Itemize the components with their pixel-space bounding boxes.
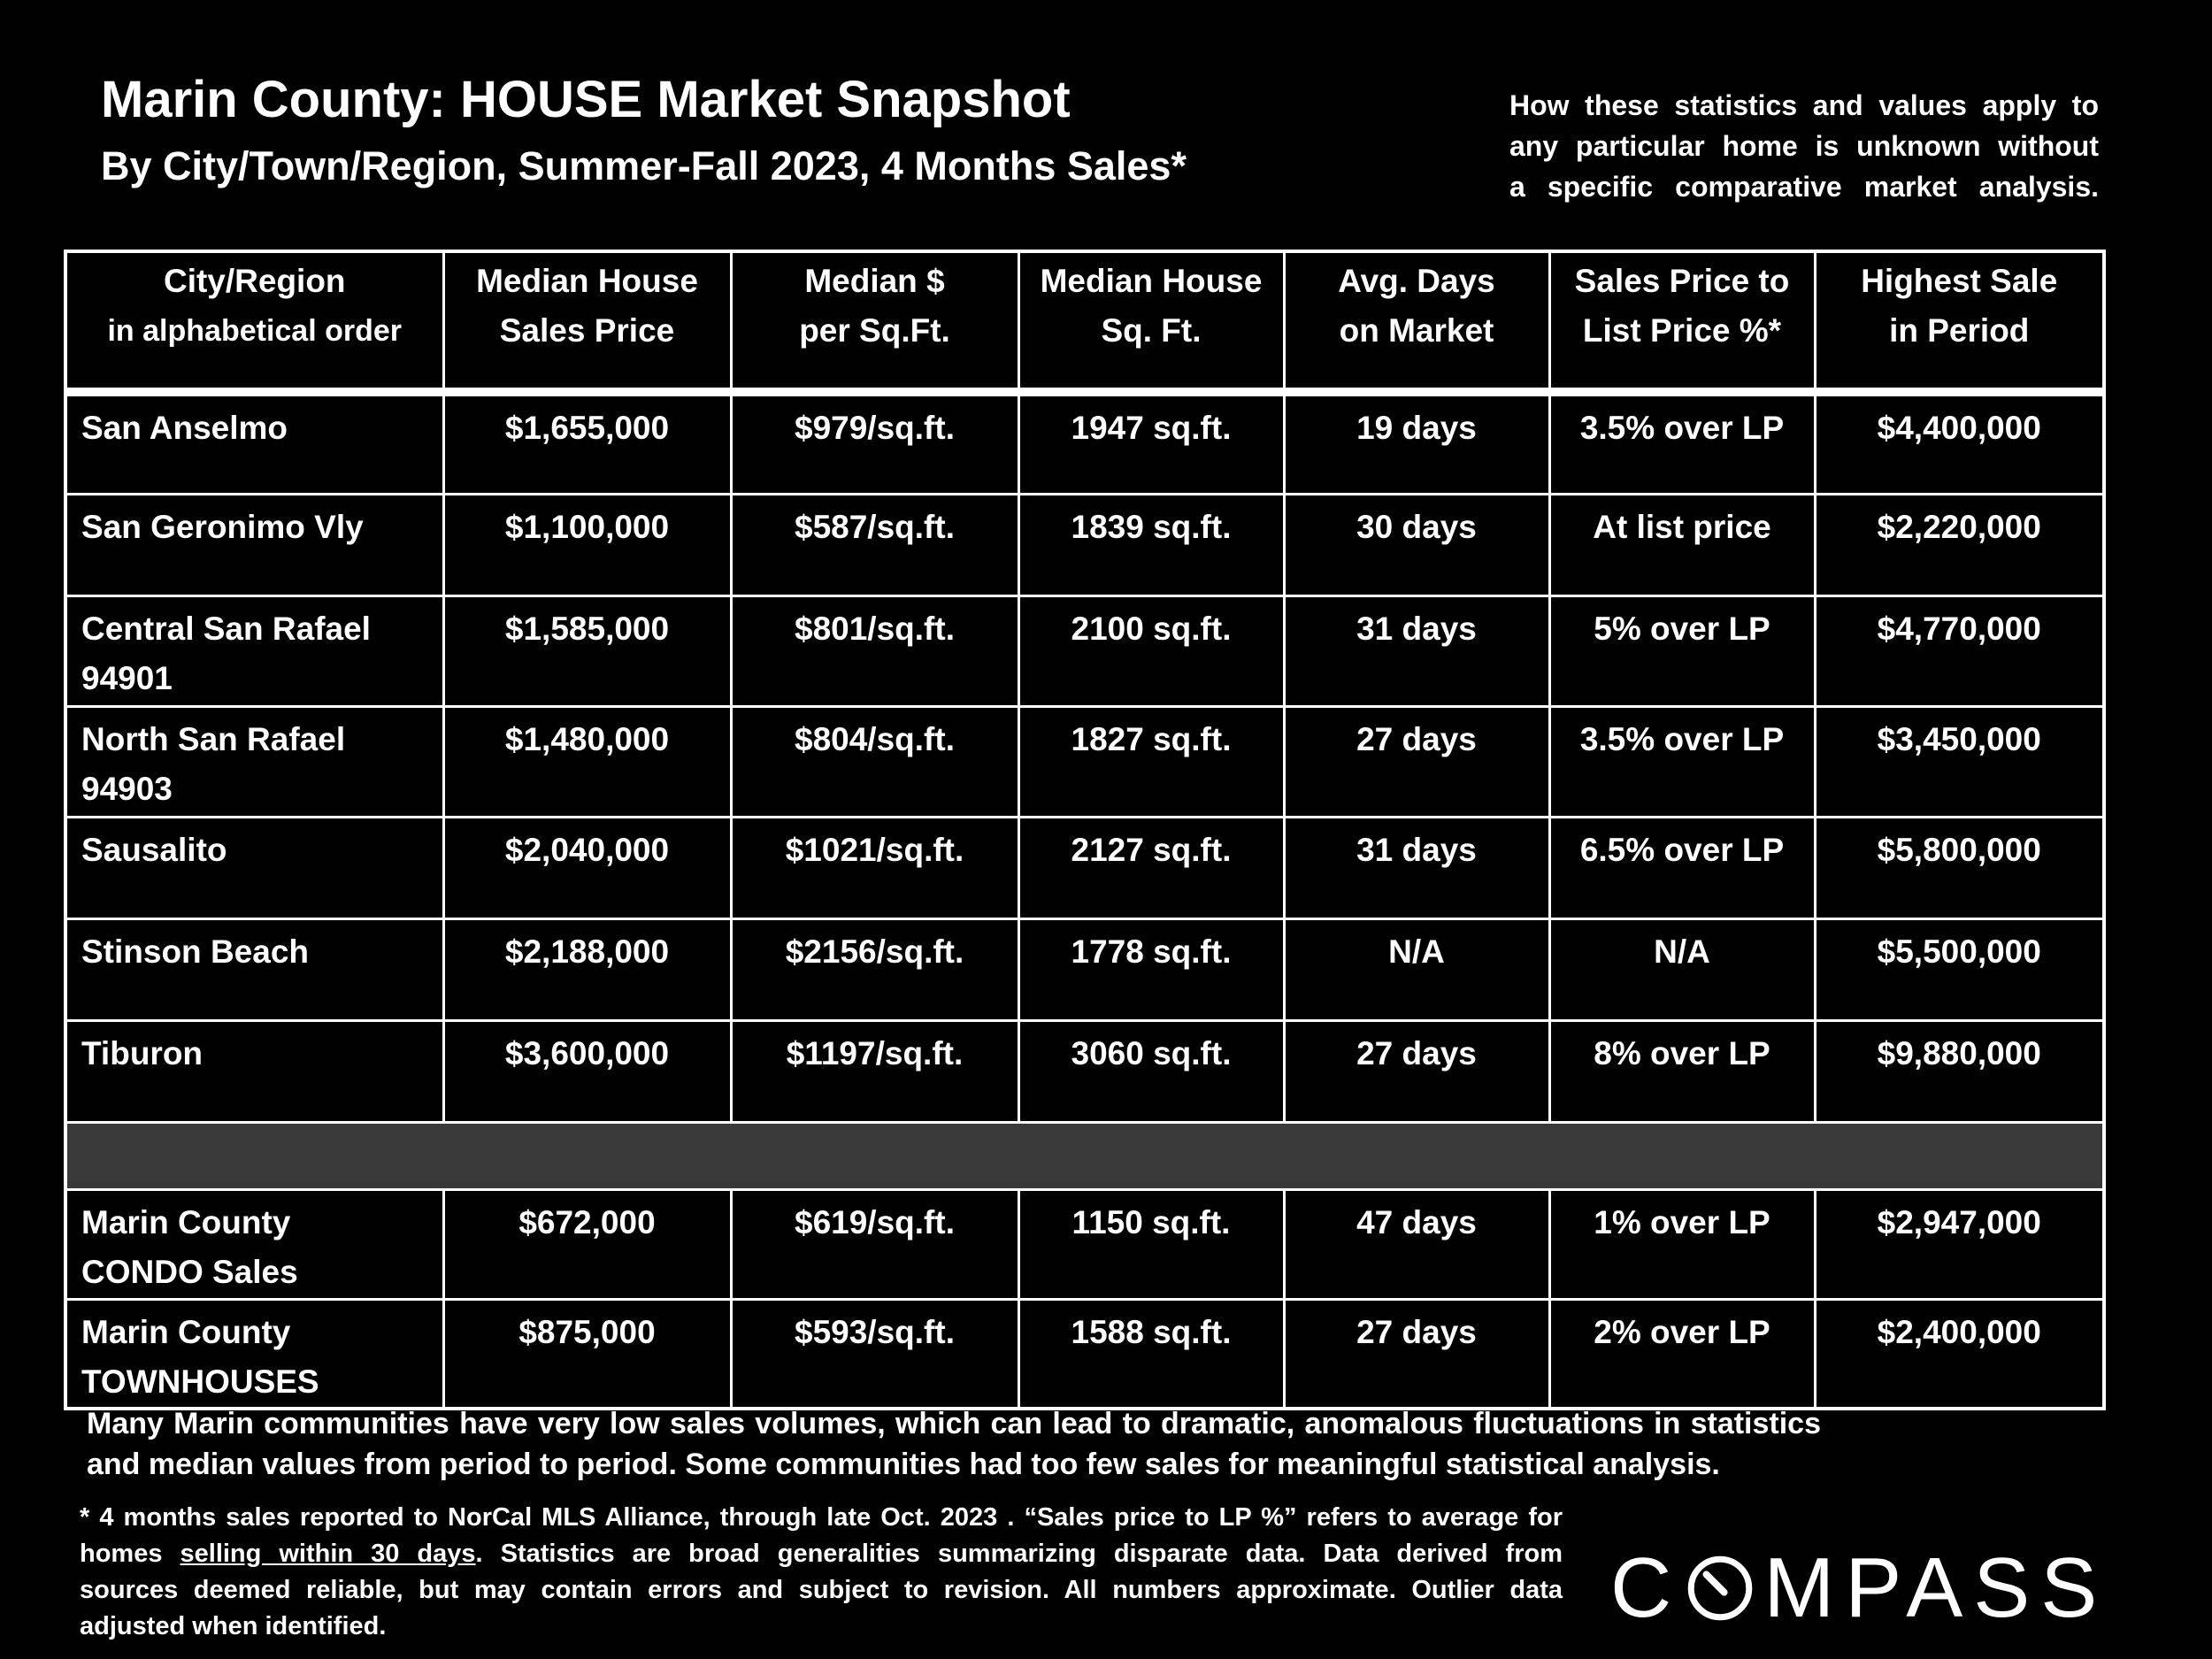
price-cell: $3,600,000 <box>443 1020 731 1122</box>
footnote-line: sources deemed reliable, but may contain errors and subject to revision. All numbers approximate. Outlier data <box>80 1576 1563 1604</box>
footnote <box>80 1500 1563 1645</box>
disclaimer-line: a specific comparative market analysis. <box>1509 171 2099 203</box>
footnote-line: adjusted when identified. <box>80 1612 387 1640</box>
table-row <box>65 1020 2104 1122</box>
table-row <box>65 595 2104 706</box>
summary-row <box>65 1189 2104 1299</box>
market-snapshot-table <box>64 250 2106 1410</box>
ppsf-cell: $801/sq.ft. <box>731 595 1018 706</box>
sqft-cell: 1588 sq.ft. <box>1018 1299 1284 1409</box>
ppsf-cell: $1021/sq.ft. <box>731 817 1018 918</box>
ratio-cell: N/A <box>1549 918 1815 1020</box>
column-header-sqft: Median House Sq. Ft. <box>1018 251 1284 392</box>
ppsf-cell: $619/sq.ft. <box>731 1189 1018 1299</box>
sqft-cell: 1150 sq.ft. <box>1018 1189 1284 1299</box>
table-row <box>65 817 2104 918</box>
disclaimer <box>1509 85 2099 207</box>
price-cell: $2,040,000 <box>443 817 731 918</box>
highest-cell: $4,770,000 <box>1815 595 2104 706</box>
price-cell: $1,585,000 <box>443 595 731 706</box>
highest-cell: $3,450,000 <box>1815 706 2104 817</box>
ratio-cell: 1% over LP <box>1549 1189 1815 1299</box>
price-cell: $672,000 <box>443 1189 731 1299</box>
note-line: Many Marin communities have very low sales volumes, which can lead to dramatic, anomalous fluctuations in statistics <box>87 1407 1821 1440</box>
ppsf-cell: $587/sq.ft. <box>731 494 1018 595</box>
sqft-cell: 1827 sq.ft. <box>1018 706 1284 817</box>
volume-note <box>87 1403 1821 1485</box>
table-row <box>65 392 2104 494</box>
price-cell: $1,655,000 <box>443 392 731 494</box>
city-cell: Stinson Beach <box>65 918 443 1020</box>
ratio-cell: 8% over LP <box>1549 1020 1815 1122</box>
highest-cell: $2,947,000 <box>1815 1189 2104 1299</box>
days-cell: 31 days <box>1284 817 1549 918</box>
ratio-cell: 5% over LP <box>1549 595 1815 706</box>
underlined-phrase: selling within 30 days <box>180 1540 476 1568</box>
sqft-cell: 2127 sq.ft. <box>1018 817 1284 918</box>
city-cell: North San Rafael 94903 <box>65 706 443 817</box>
table-row <box>65 918 2104 1020</box>
highest-cell: $5,500,000 <box>1815 918 2104 1020</box>
column-header-days: Avg. Days on Market <box>1284 251 1549 392</box>
page-subtitle: By City/Town/Region, Summer-Fall 2023, 4 Months Sales* <box>101 143 1187 188</box>
ppsf-cell: $804/sq.ft. <box>731 706 1018 817</box>
days-cell: 30 days <box>1284 494 1549 595</box>
city-cell: Marin County CONDO Sales <box>65 1189 443 1299</box>
ratio-cell: 3.5% over LP <box>1549 392 1815 494</box>
days-cell: 27 days <box>1284 706 1549 817</box>
city-cell: Sausalito <box>65 817 443 918</box>
ppsf-cell: $1197/sq.ft. <box>731 1020 1018 1122</box>
city-cell: Marin County TOWNHOUSES <box>65 1299 443 1409</box>
sqft-cell: 1839 sq.ft. <box>1018 494 1284 595</box>
days-cell: 27 days <box>1284 1299 1549 1409</box>
table-row <box>65 706 2104 817</box>
page-title: Marin County: HOUSE Market Snapshot <box>101 71 1071 128</box>
days-cell: 27 days <box>1284 1020 1549 1122</box>
days-cell: 19 days <box>1284 392 1549 494</box>
days-cell: 31 days <box>1284 595 1549 706</box>
city-cell: San Anselmo <box>65 392 443 494</box>
footnote-line: homes selling within 30 days. Statistics are broad generalities summarizing disparate data. Data derived from <box>80 1540 1563 1568</box>
column-header-highest: Highest Sale in Period <box>1815 251 2104 392</box>
summary-row <box>65 1299 2104 1409</box>
days-cell: N/A <box>1284 918 1549 1020</box>
ppsf-cell: $979/sq.ft. <box>731 392 1018 494</box>
sqft-cell: 3060 sq.ft. <box>1018 1020 1284 1122</box>
separator-cell <box>65 1122 2104 1189</box>
column-header-price: Median House Sales Price <box>443 251 731 392</box>
price-cell: $1,100,000 <box>443 494 731 595</box>
ratio-cell: 6.5% over LP <box>1549 817 1815 918</box>
note-line: and median values from period to period. Some communities had too few sales for meaningful statistical analysis. <box>87 1448 1720 1481</box>
table-row <box>65 494 2104 595</box>
table-header-row <box>65 251 2104 392</box>
highest-cell: $5,800,000 <box>1815 817 2104 918</box>
highest-cell: $2,220,000 <box>1815 494 2104 595</box>
city-cell: Tiburon <box>65 1020 443 1122</box>
sqft-cell: 1778 sq.ft. <box>1018 918 1284 1020</box>
sqft-cell: 2100 sq.ft. <box>1018 595 1284 706</box>
highest-cell: $2,400,000 <box>1815 1299 2104 1409</box>
city-cell: Central San Rafael 94901 <box>65 595 443 706</box>
days-cell: 47 days <box>1284 1189 1549 1299</box>
ppsf-cell: $2156/sq.ft. <box>731 918 1018 1020</box>
sqft-cell: 1947 sq.ft. <box>1018 392 1284 494</box>
city-cell: San Geronimo Vly <box>65 494 443 595</box>
separator-row <box>65 1122 2104 1189</box>
compass-o-icon <box>1686 1554 1755 1623</box>
disclaimer-line: any particular home is unknown without <box>1509 130 2099 162</box>
disclaimer-line: How these statistics and values apply to <box>1509 89 2099 121</box>
highest-cell: $4,400,000 <box>1815 392 2104 494</box>
highest-cell: $9,880,000 <box>1815 1020 2104 1122</box>
compass-logo <box>1610 1540 2108 1635</box>
logo-letter: C <box>1610 1540 1683 1635</box>
price-cell: $1,480,000 <box>443 706 731 817</box>
column-header-ratio: Sales Price to List Price %* <box>1549 251 1815 392</box>
column-header-ppsf: Median $ per Sq.Ft. <box>731 251 1018 392</box>
ratio-cell: 3.5% over LP <box>1549 706 1815 817</box>
price-cell: $875,000 <box>443 1299 731 1409</box>
logo-letters: MPASS <box>1763 1540 2108 1635</box>
ratio-cell: 2% over LP <box>1549 1299 1815 1409</box>
price-cell: $2,188,000 <box>443 918 731 1020</box>
footnote-line: * 4 months sales reported to NorCal MLS Alliance, through late Oct. 2023 . “Sales price to LP %” refers to average for <box>80 1503 1563 1532</box>
ppsf-cell: $593/sq.ft. <box>731 1299 1018 1409</box>
ratio-cell: At list price <box>1549 494 1815 595</box>
column-header-city: City/Region in alphabetical order <box>65 251 443 392</box>
